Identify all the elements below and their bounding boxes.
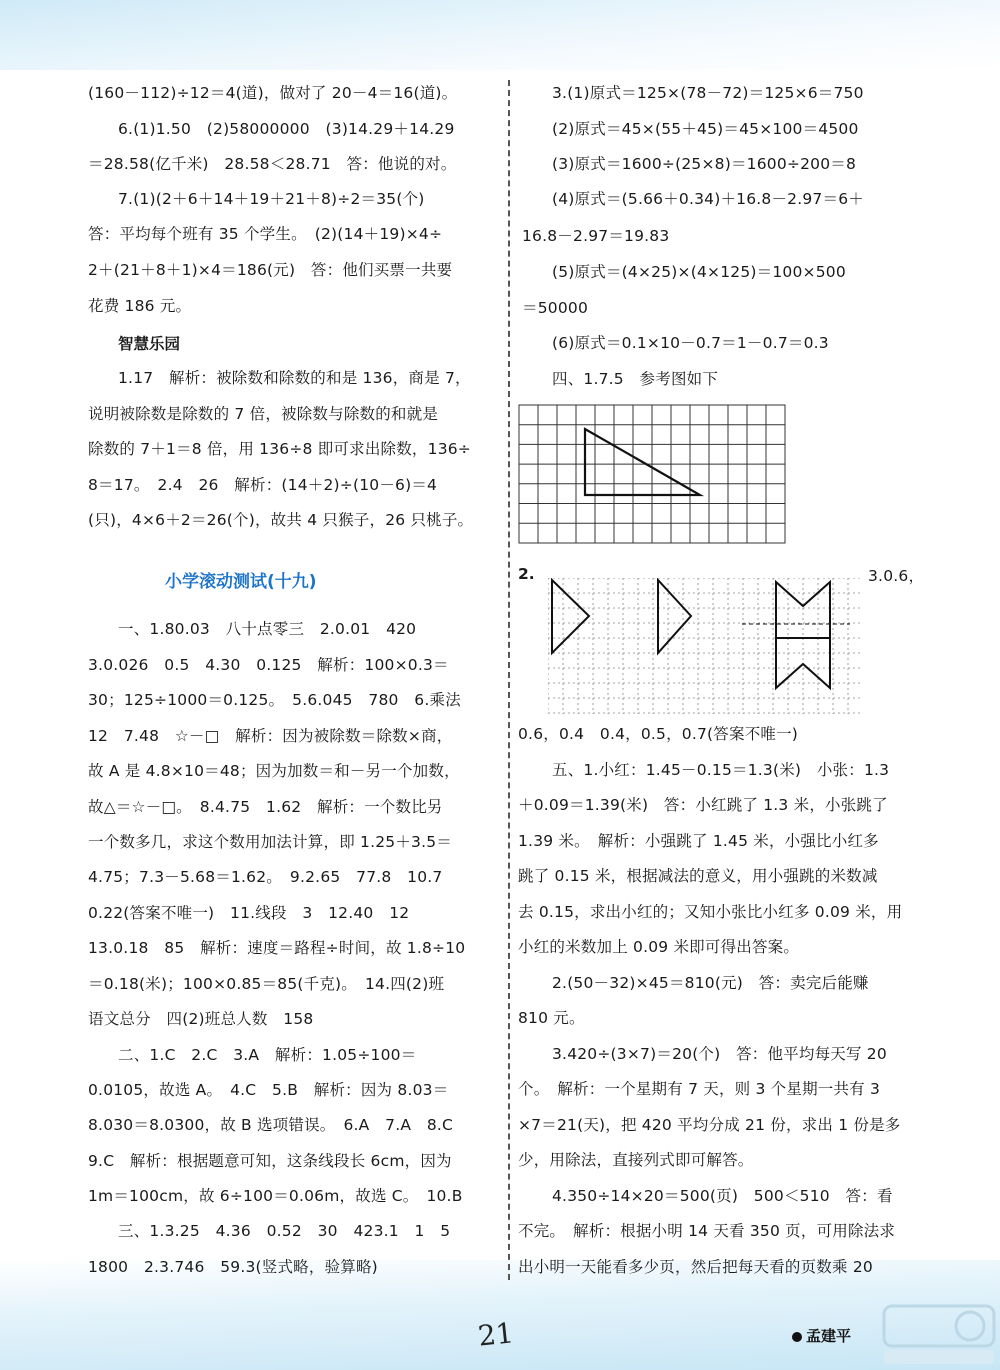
text-line: 三、1.3.25 4.36 0.52 30 423.1 1 5 — [118, 1222, 451, 1240]
watermark-logo — [880, 1300, 998, 1368]
text-line: 个。 解析：一个星期有 7 天，则 3 个星期一共有 3 — [518, 1080, 881, 1098]
text-line: 810 元。 — [518, 1009, 585, 1027]
text-line: 1m＝100cm，故 6÷100＝0.06m，故选 C。 10.B — [88, 1187, 463, 1205]
text-line: 2＋(21＋8＋1)×4＝186(元) 答：他们买票一共要 — [88, 261, 453, 279]
bow-shape-bottom — [776, 638, 830, 688]
text-line: 7.(1)(2＋6＋14＋19＋21＋8)÷2＝35(个) — [118, 190, 425, 208]
text-line: 4.350÷14×20＝500(页) 500＜510 答：看 — [552, 1187, 893, 1205]
text-line: 去 0.15，求出小红的；又知小张比小红多 0.09 米，用 — [518, 903, 903, 921]
text-line: 一、1.80.03 八十点零三 2.0.01 420 — [118, 620, 417, 638]
text-line: (160－112)÷12＝4(道)，做对了 20－4＝16(道)。 — [88, 84, 458, 102]
text-line: 4.75；7.3－5.68＝1.62。 9.2.65 77.8 10.7 — [88, 868, 443, 886]
text-line: (2)原式＝45×(55＋45)＝45×100＝4500 — [552, 120, 859, 138]
text-line: 13.0.18 85 解析：速度＝路程÷时间，故 1.8÷10 — [88, 939, 466, 957]
text-line: 说明被除数是除数的 7 倍，被除数与除数的和就是 — [88, 405, 439, 423]
text-line: (5)原式＝(4×25)×(4×125)＝100×500 — [552, 263, 846, 281]
text-line: 故△＝☆－□。 8.4.75 1.62 解析：一个数比另 — [88, 798, 443, 816]
text-line: 2.(50－32)×45＝810(元) 答：卖完后能赚 — [552, 974, 869, 992]
text-line: 五、1.小红：1.45－0.15＝1.3(米) 小张：1.3 — [552, 761, 890, 779]
text-line: 答：平均每个班有 35 个学生。 (2)(14＋19)×4÷ — [88, 225, 443, 243]
text-line: 二、1.C 2.C 3.A 解析：1.05÷100＝ — [118, 1046, 417, 1064]
text-line: (3)原式＝1600÷(25×8)＝1600÷200＝8 — [552, 155, 857, 173]
right-triangle — [585, 429, 700, 495]
grid-lines — [519, 405, 785, 543]
text-line: 少，用除法，直接列式即可解答。 — [518, 1151, 754, 1169]
text-line: 0.0105，故选 A。 4.C 5.B 解析：因为 8.03＝ — [88, 1081, 449, 1099]
text-line: (4)原式＝(5.66＋0.34)＋16.8－2.97＝6＋ — [552, 190, 864, 208]
zhihui-heading: 智慧乐园 — [118, 335, 181, 353]
figure-3-label: 3.0.6， — [868, 567, 925, 585]
text-line: 四、1.7.5 参考图如下 — [552, 370, 719, 388]
text-line: 跳了 0.15 米，根据减法的意义，用小强跳的米数减 — [518, 867, 878, 885]
text-line: 8.030＝8.0300，故 B 选项错误。 6.A 7.A 8.C — [88, 1116, 454, 1134]
text-line: ＋0.09＝1.39(米) 答：小红跳了 1.3 米，小张跳了 — [518, 796, 888, 814]
text-line: 1800 2.3.746 59.3(竖式略，验算略) — [88, 1258, 378, 1276]
text-line: 3.0.026 0.5 4.30 0.125 解析：100×0.3＝ — [88, 656, 449, 674]
text-line: 30；125÷1000＝0.125。 5.6.045 780 6.乘法 — [88, 691, 461, 709]
text-line: 0.6，0.4 0.4，0.5，0.7(答案不唯一) — [518, 725, 799, 743]
text-line: 语文总分 四(2)班总人数 158 — [88, 1010, 314, 1028]
text-line: 1.39 米。 解析：小强跳了 1.45 米，小强比小红多 — [518, 832, 879, 850]
text-line: 12 7.48 ☆－□ 解析：因为被除数＝除数×商， — [88, 727, 453, 745]
bullet-icon — [792, 1332, 802, 1342]
text-line: ＝50000 — [522, 299, 589, 317]
text-line: ＝0.18(米)；100×0.85＝85(千克)。 14.四(2)班 — [88, 975, 445, 993]
text-line: ＝28.58(亿千米) 28.58＜28.71 答：他说的对。 — [88, 155, 457, 173]
grid-triangle-figure — [518, 404, 786, 544]
text-line: 8＝17。 2.4 26 解析：(14＋2)÷(10－6)＝4 — [88, 476, 438, 494]
text-line: 6.(1)1.50 (2)58000000 (3)14.29＋14.29 — [118, 120, 455, 138]
text-line: 不完。 解析：根据小明 14 天看 350 页，可用除法求 — [518, 1222, 896, 1240]
text-line: 故 A 是 4.8×10＝48；因为加数＝和－另一个加数， — [88, 762, 460, 780]
text-line: 一个数多几，求这个数用加法计算，即 1.25＋3.5＝ — [88, 833, 452, 851]
text-line: 9.C 解析：根据题意可知，这条线段长 6cm，因为 — [88, 1152, 452, 1170]
text-line: 3.(1)原式＝125×(78－72)＝125×6＝750 — [552, 84, 864, 102]
dotted-grid — [548, 578, 860, 714]
text-line: (6)原式＝0.1×10－0.7＝1－0.7＝0.3 — [552, 334, 829, 352]
half-shape-triangle-2 — [658, 580, 691, 653]
footer-brand-text: 孟建平 — [806, 1327, 852, 1345]
column-divider — [508, 80, 510, 1280]
page-number: 21 — [476, 1316, 516, 1353]
text-line: 0.22(答案不唯一) 11.线段 3 12.40 12 — [88, 904, 410, 922]
text-line: 小红的米数加上 0.09 米即可得出答案。 — [518, 938, 800, 956]
text-line: 3.420÷(3×7)＝20(个) 答：他平均每天写 20 — [552, 1045, 887, 1063]
text-line: 1.17 解析：被除数和除数的和是 136，商是 7， — [118, 369, 471, 387]
text-line: 出小明一天能看多少页，然后把每天看的页数乘 20 — [518, 1258, 873, 1276]
text-line: 16.8－2.97＝19.83 — [522, 227, 670, 245]
section-title: 小学滚动测试(十九) — [165, 572, 317, 592]
text-line: (只)，4×6＋2＝26(个)，故共 4 只猴子，26 只桃子。 — [88, 511, 474, 529]
dotted-grid-figure — [548, 578, 860, 714]
footer-brand — [792, 1325, 851, 1346]
text-line: ×7＝21(天)，把 420 平均分成 21 份，求出 1 份是多 — [518, 1116, 901, 1134]
text-line: 除数的 7＋1＝8 倍，用 136÷8 即可求出除数，136÷ — [88, 440, 471, 458]
text-line: 花费 186 元。 — [88, 297, 192, 315]
half-shape-triangle-1 — [552, 580, 589, 653]
figure-2-label: 2. — [518, 565, 535, 583]
